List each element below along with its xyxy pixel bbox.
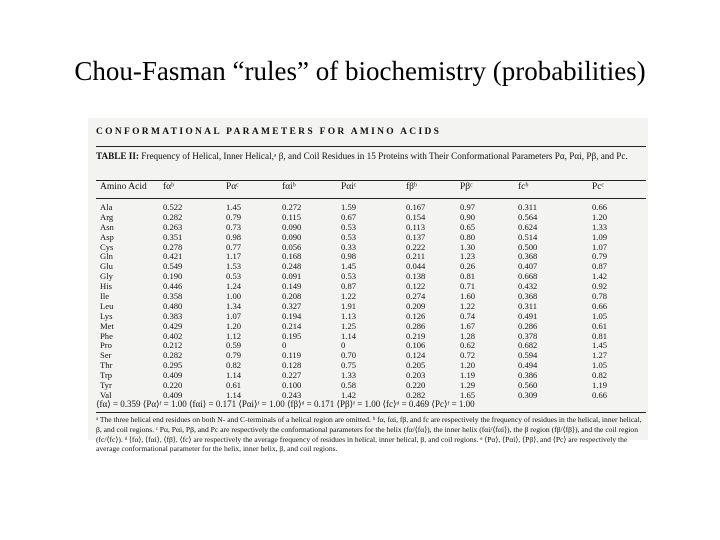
table-cell: 1.45 (341, 261, 357, 272)
table-cell: 0.624 (518, 221, 538, 232)
table-cell: 0.58 (341, 380, 357, 391)
table-cell: 0.195 (282, 330, 302, 341)
table-cell: 0.402 (163, 330, 183, 341)
table-cell: 0.61 (226, 380, 242, 391)
table-cell: 0.66 (592, 389, 608, 400)
table-cell: 0.137 (406, 231, 426, 242)
amino-acid-name: Gly (100, 271, 113, 282)
table-cell: 1.00 (226, 291, 242, 302)
col-header-f-beta: fβᵇ (406, 182, 417, 192)
table-cell: 0.446 (163, 281, 183, 292)
table-cell: 0.119 (282, 350, 302, 361)
table-cell: 0.282 (406, 389, 426, 400)
table-cell: 0.66 (592, 300, 608, 311)
col-header-p-alpha: Pαᶜ (226, 182, 239, 192)
table-cell: 0.53 (341, 231, 357, 242)
table-cell: 0.368 (518, 251, 538, 262)
amino-acid-name: Thr (100, 360, 113, 371)
table-cell: 0.514 (518, 231, 538, 242)
table-cell: 0.190 (163, 271, 183, 282)
table-cell: 0.278 (163, 241, 183, 252)
table-cell: 0.66 (592, 202, 608, 212)
table-cell: 0.220 (406, 380, 426, 391)
table-cell: 0.80 (460, 231, 476, 242)
table-cell: 1.22 (341, 291, 357, 302)
col-header-p-beta: Pβᶜ (460, 182, 473, 192)
table-cell: 0.549 (163, 261, 183, 272)
table-cell: 0.282 (163, 211, 183, 222)
table-cell: 1.07 (592, 241, 608, 252)
amino-acid-name: Ser (100, 350, 112, 361)
col-header-f-coil: fcᵇ (518, 182, 529, 192)
amino-acid-name: His (100, 281, 112, 292)
slide-title: Chou-Fasman “rules” of biochemistry (probabilities) (74, 56, 646, 86)
table-body (96, 203, 646, 401)
amino-acid-name: Trp (100, 370, 113, 381)
table-cell: 0.70 (341, 350, 357, 361)
table-cell: 0.386 (518, 370, 538, 381)
table-cell: 1.14 (341, 330, 357, 341)
table-cell: 1.25 (341, 320, 357, 331)
table-cell: 0.263 (163, 221, 183, 232)
table-cell: 0.62 (460, 340, 476, 351)
table-cell: 0.81 (592, 330, 608, 341)
table-cell: 0.208 (282, 291, 302, 302)
table-caption (96, 150, 646, 163)
table-cell: 1.91 (341, 300, 357, 311)
table-cell: 0.122 (406, 281, 426, 292)
table-cell: 1.30 (460, 241, 476, 252)
table-cell: 0 (282, 340, 287, 351)
table-cell: 1.20 (226, 320, 242, 331)
table-cell: 0.79 (226, 350, 242, 361)
table-cell: 0.149 (282, 281, 302, 292)
table-cell: 0.429 (163, 320, 183, 331)
table-cell: 0.090 (282, 221, 302, 232)
table-cell: 0.82 (592, 370, 608, 381)
table-cell: 0.212 (163, 340, 183, 351)
table-cell: 0.78 (592, 291, 608, 302)
table-cell: 1.65 (460, 389, 476, 400)
table-cell: 0.274 (406, 291, 426, 302)
amino-acid-name: Arg (100, 211, 114, 222)
table-cell: 0.26 (460, 261, 476, 272)
table-cell: 1.27 (592, 350, 608, 361)
table-cell: 0.106 (406, 340, 426, 351)
table-cell: 1.07 (226, 310, 242, 321)
table-cell: 0.92 (592, 281, 608, 292)
scanned-table-image (88, 118, 648, 454)
table-cell: 0.53 (341, 271, 357, 282)
col-header-amino-acid: Amino Acid (100, 182, 147, 192)
table-cell: 0.091 (282, 271, 302, 282)
amino-acid-name: Gln (100, 251, 113, 262)
table-cell: 0.75 (341, 360, 357, 371)
table-cell: 0.53 (341, 221, 357, 232)
table-cell: 0.522 (163, 202, 183, 212)
amino-acid-name: Val (100, 389, 112, 400)
table-cell: 1.42 (341, 389, 357, 400)
table-cell: 0.056 (282, 241, 302, 252)
footnote: ᵃ The three helical end residues on both N- and C-terminals of a helical region are omitted. ᵇ fα, fαi, fβ, and fc are respectively the frequency of residues in the helical, inner helical, β, and coil regions. ᶜ Pα, Pαi, Pβ, and Pc are respectively the conformational parameters for the helix (fα/⟨fα⟩), the inner helix (fαi/⟨fαi⟩), the β region (fβ/⟨fβ⟩), and the coil region (fc/⟨fc⟩). ᵈ ⟨fα⟩, ⟨fαi⟩, ⟨fβ⟩, ⟨fc⟩ are respectively the average frequency of residues in helical, inner helical, β, and coil regions. ᵉ ⟨Pα⟩, ⟨Pαi⟩, ⟨Pβ⟩, and ⟨Pc⟩ are respectively the average conformational parameter for the helix, inner helix, β, and coil regions. (96, 415, 642, 454)
table-cell: 1.19 (460, 370, 476, 381)
table-cell: 0.500 (518, 241, 538, 252)
header-top-rule (96, 180, 646, 181)
table-cell: 1.17 (226, 251, 242, 262)
col-header-p-coil: Pcᶜ (592, 182, 604, 192)
table-cell: 1.20 (460, 360, 476, 371)
table-cell: 0.98 (226, 231, 242, 242)
table-cell: 0.211 (406, 251, 426, 262)
table-cell: 1.05 (592, 310, 608, 321)
table-cell: 0.77 (226, 241, 242, 252)
table-cell: 0.214 (282, 320, 302, 331)
col-header-p-alpha-i: Pαiᶜ (341, 182, 357, 192)
table-cell: 1.34 (226, 300, 242, 311)
table-cell: 1.14 (226, 370, 242, 381)
table-cell: 1.33 (592, 221, 608, 232)
table-cell: 0.100 (282, 380, 302, 391)
table-cell: 0.311 (518, 202, 538, 212)
table-cell: 1.23 (460, 251, 476, 262)
table-cell: 0.432 (518, 281, 538, 292)
table-cell: 0.227 (282, 370, 302, 381)
amino-acid-name: Cys (100, 241, 114, 252)
table-cell: 1.09 (592, 231, 608, 242)
table-cell: 0.243 (282, 389, 302, 400)
table-cell: 0.209 (406, 300, 426, 311)
amino-acid-name: Tyr (100, 380, 112, 391)
amino-acid-name: Phe (100, 330, 113, 341)
amino-acid-name: Pro (100, 340, 112, 351)
table-cell: 0.282 (163, 350, 183, 361)
table-cell: 0.65 (460, 221, 476, 232)
table-cell: 0.494 (518, 360, 538, 371)
table-cell: 0.71 (460, 281, 476, 292)
table-cell: 0.560 (518, 380, 538, 391)
amino-acid-name: Leu (100, 300, 114, 311)
table-cell: 0.327 (282, 300, 302, 311)
table-cell: 0.090 (282, 231, 302, 242)
table-cell: 0.72 (460, 350, 476, 361)
table-cell: 0.295 (163, 360, 183, 371)
table-cell: 1.45 (592, 340, 608, 351)
amino-acid-name: Ile (100, 291, 110, 302)
table-cell: 0.98 (341, 251, 357, 262)
table-cell: 0.97 (460, 202, 476, 212)
table-cell: 0.203 (406, 370, 426, 381)
table-cell: 0.368 (518, 291, 538, 302)
caption-text: Frequency of Helical, Inner Helical,ᵃ β, and Coil Residues in 15 Proteins with Their Conformational Parameters Pα, Pαi, Pβ, and Pc. (141, 151, 628, 161)
table-cell: 0.421 (163, 251, 183, 262)
table-cell: 0.220 (163, 380, 183, 391)
header-bottom-rule (96, 198, 646, 199)
table-cell: 0.409 (163, 389, 183, 400)
table-cell: 0.682 (518, 340, 538, 351)
table-cell: 0.53 (226, 271, 242, 282)
table-cell: 0.87 (341, 281, 357, 292)
table-cell: 0.309 (518, 389, 538, 400)
caption-label: TABLE II: (96, 151, 139, 161)
amino-acid-name: Asn (100, 221, 114, 232)
table-cell: 0.138 (406, 271, 426, 282)
table-cell: 0.79 (592, 251, 608, 262)
table-header-row (96, 182, 646, 196)
table-cell: 1.13 (341, 310, 357, 321)
table-cell: 0.90 (460, 211, 476, 222)
table-cell: 0.311 (518, 300, 538, 311)
table-cell: 1.59 (341, 202, 357, 212)
table-cell: 0.205 (406, 360, 426, 371)
table-cell: 0.594 (518, 350, 538, 361)
table-cell: 0.167 (406, 202, 426, 212)
table-cell: 1.45 (226, 202, 242, 212)
table-cell: 0.33 (341, 241, 357, 252)
col-header-f-alpha-i: fαiᵇ (282, 182, 296, 192)
table-cell: 1.42 (592, 271, 608, 282)
table-cell: 0.272 (282, 202, 302, 212)
table-cell: 1.60 (460, 291, 476, 302)
averages-line: ⟨fα⟩ = 0.359 ⟨Pα⟩ᶠ = 1.00 ⟨fαi⟩ = 0.171 ⟨Pαi⟩ᶠ = 1.00 ⟨fβ⟩ᵈ = 0.171 ⟨Pβ⟩ᶠ = 1.00 ⟨fc⟩ᵈ = 0.469 ⟨Pc⟩ᶠ = 1.00 (96, 399, 475, 409)
table-cell: 0.74 (460, 310, 476, 321)
table-cell: 0.668 (518, 271, 538, 282)
table-cell: 0.82 (226, 360, 242, 371)
amino-acid-name: Ala (100, 202, 113, 212)
table-cell: 0.248 (282, 261, 302, 272)
col-header-f-alpha: fαᵇ (163, 182, 175, 192)
table-cell: 0.194 (282, 310, 302, 321)
amino-acid-name: Glu (100, 261, 113, 272)
table-cell: 0.59 (226, 340, 242, 351)
table-cell: 1.24 (226, 281, 242, 292)
table-cell: 0.168 (282, 251, 302, 262)
table-cell: 0.491 (518, 310, 538, 321)
table-cell: 0.81 (460, 271, 476, 282)
table-cell: 0.219 (406, 330, 426, 341)
table-cell: 1.14 (226, 389, 242, 400)
table-cell: 1.22 (460, 300, 476, 311)
table-cell: 0.113 (406, 221, 426, 232)
table-cell: 0.358 (163, 291, 183, 302)
amino-acid-name: Lys (100, 310, 113, 321)
table-cell: 1.20 (592, 211, 608, 222)
table-cell: 0.286 (518, 320, 538, 331)
table-cell: 0.480 (163, 300, 183, 311)
footnote-rule (96, 412, 646, 413)
table-cell: 0.407 (518, 261, 538, 272)
table-cell: 0.154 (406, 211, 426, 222)
table-cell: 0.87 (592, 261, 608, 272)
table-cell: 0.222 (406, 241, 426, 252)
scan-heading: CONFORMATIONAL PARAMETERS FOR AMINO ACIDS (96, 127, 442, 137)
table-cell: 1.12 (226, 330, 242, 341)
table-cell: 0.409 (163, 370, 183, 381)
table-cell: 0.383 (163, 310, 183, 321)
table-cell: 0.044 (406, 261, 426, 272)
table-cell: 0.128 (282, 360, 302, 371)
table-cell: 1.05 (592, 360, 608, 371)
table-cell: 1.53 (226, 261, 242, 272)
amino-acid-name: Asp (100, 231, 114, 242)
table-cell: 1.28 (460, 330, 476, 341)
table-cell: 0.378 (518, 330, 538, 341)
table-cell: 1.29 (460, 380, 476, 391)
table-cell: 0.67 (341, 211, 357, 222)
amino-acid-name: Met (100, 320, 114, 331)
table-cell: 0.286 (406, 320, 426, 331)
table-cell: 0.351 (163, 231, 183, 242)
table-cell: 0.126 (406, 310, 426, 321)
table-cell: 0.124 (406, 350, 426, 361)
table-cell: 1.19 (592, 380, 608, 391)
table-cell: 0.564 (518, 211, 538, 222)
table-cell: 0.73 (226, 221, 242, 232)
table-cell: 0 (341, 340, 346, 351)
table-cell: 1.67 (460, 320, 476, 331)
heading-rule (96, 146, 646, 147)
table-cell: 0.115 (282, 211, 302, 222)
table-cell: 0.61 (592, 320, 608, 331)
table-cell: 1.33 (341, 370, 357, 381)
table-cell: 0.79 (226, 211, 242, 222)
